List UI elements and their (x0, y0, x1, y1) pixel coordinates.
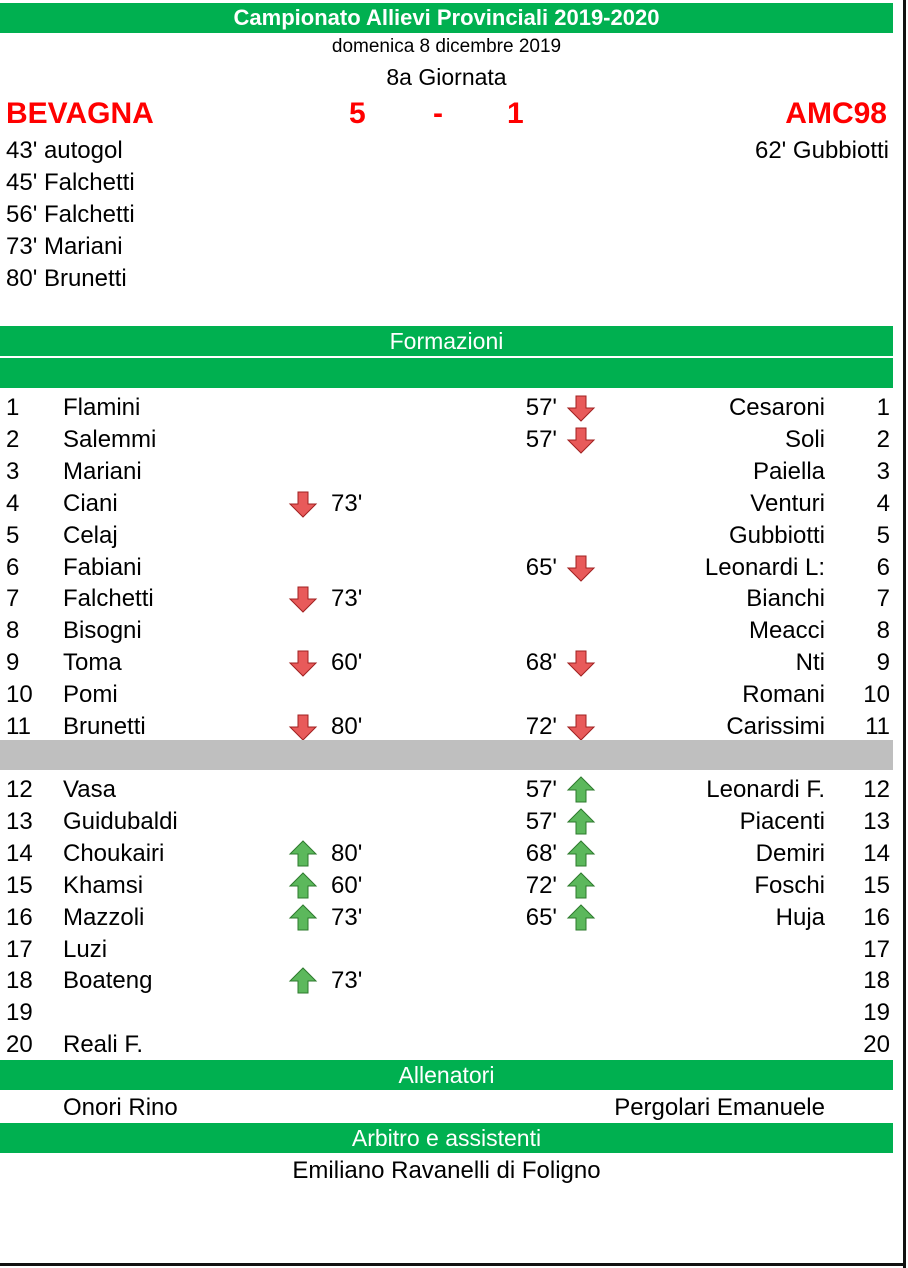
bench-divider (0, 740, 893, 770)
away-sub-minute: 57' (525, 394, 557, 421)
away-player-number: 19 (863, 999, 890, 1027)
home-player-number: 16 (6, 903, 33, 931)
away-sub-minute: 72' (525, 871, 557, 899)
home-player-name: Vasa (63, 776, 116, 803)
away-player-name: Leonardi F. (706, 776, 825, 803)
home-sub-minute: 80' (331, 839, 363, 867)
away-player-name: Paiella (752, 457, 825, 485)
away-player-number: 15 (863, 871, 890, 899)
away-player-number: 2 (876, 425, 890, 453)
away-player-number: 5 (876, 521, 890, 549)
away-player-name: Leonardi L: (704, 553, 825, 581)
home-player-name: Luzi (63, 935, 108, 963)
away-player-number: 11 (865, 713, 890, 740)
down-arrow-icon (288, 649, 318, 677)
home-scorer: 43' autogol (6, 137, 123, 164)
home-coach: Onori Rino (63, 1094, 178, 1121)
page-border-bottom (0, 1263, 906, 1266)
score-separator: - (433, 97, 443, 130)
home-player-name: Mariani (63, 457, 142, 485)
away-player-number: 16 (863, 903, 890, 931)
home-player-number: 3 (6, 457, 20, 485)
away-player-name: Bianchi (746, 585, 825, 613)
away-player-number: 8 (876, 617, 890, 645)
away-sub-minute: 72' (525, 713, 557, 740)
home-score: 5 (349, 97, 366, 130)
home-sub-minute: 73' (331, 967, 363, 995)
home-player-name: Boateng (63, 967, 153, 995)
lineup-row (0, 552, 893, 584)
home-player-name: Fabiani (63, 553, 142, 581)
home-player-number: 11 (6, 713, 31, 740)
lineups-subheader (0, 358, 893, 388)
home-player-number: 2 (6, 425, 20, 453)
lineup-row (0, 520, 893, 552)
lineup-row (0, 806, 893, 838)
away-player-name: Huja (775, 903, 825, 931)
home-player-number: 9 (6, 649, 20, 677)
home-player-name: Celaj (63, 521, 118, 549)
away-player-number: 14 (863, 839, 890, 867)
home-sub-minute: 60' (331, 871, 363, 899)
coaches-header: Allenatori (0, 1060, 893, 1090)
away-player-number: 6 (876, 553, 890, 581)
away-coach: Pergolari Emanuele (614, 1094, 825, 1121)
away-player-number: 20 (863, 1031, 890, 1059)
away-player-number: 17 (863, 935, 890, 963)
away-player-number: 1 (876, 394, 890, 421)
home-scorer: 73' Mariani (6, 233, 123, 260)
championship-title: Campionato Allievi Provinciali 2019-2020 (0, 3, 893, 33)
home-sub-minute: 80' (331, 713, 363, 740)
home-player-number: 19 (6, 999, 33, 1027)
away-sub-minute: 68' (525, 839, 557, 867)
lineup-row (0, 965, 893, 997)
down-arrow-icon (566, 554, 596, 582)
away-player-number: 3 (876, 457, 890, 485)
home-player-name: Flamini (63, 394, 141, 421)
away-player-name: Soli (784, 425, 825, 453)
home-player-name: Salemmi (63, 425, 157, 453)
away-player-number: 12 (863, 776, 890, 803)
down-arrow-icon (566, 649, 596, 677)
up-arrow-icon (566, 904, 596, 932)
lineup-row (0, 679, 893, 711)
away-player-name: Venturi (750, 489, 825, 517)
home-player-number: 10 (6, 681, 33, 709)
home-player-number: 15 (6, 871, 33, 899)
lineup-row (0, 615, 893, 647)
lineup-row (0, 424, 893, 456)
home-player-name: Guidubaldi (63, 807, 178, 835)
home-sub-minute: 73' (331, 903, 363, 931)
away-score: 1 (507, 97, 524, 130)
away-player-name: Piacenti (739, 807, 825, 835)
lineup-row (0, 583, 893, 615)
home-scorer: 56' Falchetti (6, 201, 135, 228)
home-player-number: 1 (6, 394, 20, 421)
lineup-row (0, 392, 893, 424)
away-sub-minute: 68' (525, 649, 557, 677)
down-arrow-icon (288, 490, 318, 518)
lineups-header: Formazioni (0, 326, 893, 356)
away-sub-minute: 65' (525, 553, 557, 581)
up-arrow-icon (566, 776, 596, 804)
away-player-name: Cesaroni (728, 394, 825, 421)
down-arrow-icon (566, 713, 596, 741)
down-arrow-icon (288, 585, 318, 613)
home-player-name: Brunetti (63, 713, 146, 740)
home-player-number: 20 (6, 1031, 33, 1059)
referee-header: Arbitro e assistenti (0, 1123, 893, 1153)
home-player-name: Pomi (63, 681, 118, 709)
home-player-number: 14 (6, 839, 33, 867)
lineup-row (0, 934, 893, 966)
referee-name: Emiliano Ravanelli di Foligno (292, 1157, 601, 1184)
lineup-row (0, 711, 893, 743)
home-sub-minute: 73' (331, 585, 363, 613)
away-sub-minute: 65' (525, 903, 557, 931)
home-sub-minute: 60' (331, 649, 363, 677)
lineup-row (0, 647, 893, 679)
home-player-number: 5 (6, 521, 20, 549)
home-player-name: Reali F. (63, 1031, 144, 1059)
up-arrow-icon (566, 872, 596, 900)
away-team-name: AMC98 (785, 97, 887, 130)
lineup-row (0, 774, 893, 806)
home-player-name: Choukairi (63, 839, 165, 867)
up-arrow-icon (566, 808, 596, 836)
lineup-row (0, 1029, 893, 1061)
lineup-row (0, 838, 893, 870)
lineup-row (0, 870, 893, 902)
home-player-name: Bisogni (63, 617, 142, 645)
away-player-number: 13 (863, 807, 890, 835)
away-sub-minute: 57' (525, 776, 557, 803)
lineup-row (0, 456, 893, 488)
home-player-number: 7 (6, 585, 20, 613)
home-player-number: 12 (6, 776, 33, 803)
down-arrow-icon (566, 426, 596, 454)
home-sub-minute: 73' (331, 489, 363, 517)
lineup-row (0, 997, 893, 1029)
home-scorer: 45' Falchetti (6, 169, 135, 196)
away-player-number: 18 (863, 967, 890, 995)
away-player-name: Meacci (748, 617, 825, 645)
home-player-number: 17 (6, 935, 33, 963)
home-player-name: Ciani (63, 489, 118, 517)
away-player-name: Carissimi (726, 713, 825, 740)
down-arrow-icon (566, 394, 596, 422)
home-player-number: 6 (6, 553, 20, 581)
home-player-name: Falchetti (63, 585, 154, 613)
up-arrow-icon (288, 904, 318, 932)
down-arrow-icon (288, 713, 318, 741)
up-arrow-icon (288, 872, 318, 900)
away-sub-minute: 57' (525, 425, 557, 453)
home-player-number: 13 (6, 807, 33, 835)
home-player-name: Mazzoli (63, 903, 145, 931)
home-scorer: 80' Brunetti (6, 265, 127, 292)
home-player-number: 4 (6, 489, 20, 517)
away-player-number: 7 (876, 585, 890, 613)
away-player-name: Romani (742, 681, 825, 709)
away-player-name: Nti (795, 649, 825, 677)
away-player-name: Gubbiotti (728, 521, 825, 549)
home-team-name: BEVAGNA (6, 97, 154, 130)
home-player-name: Khamsi (63, 871, 144, 899)
away-player-number: 10 (863, 681, 890, 709)
up-arrow-icon (288, 840, 318, 868)
away-sub-minute: 57' (525, 807, 557, 835)
match-date: domenica 8 dicembre 2019 (331, 36, 562, 57)
away-player-name: Foschi (754, 871, 825, 899)
lineup-row (0, 488, 893, 520)
away-player-number: 4 (876, 489, 890, 517)
page-border-right (903, 0, 906, 1268)
up-arrow-icon (566, 840, 596, 868)
away-player-number: 9 (876, 649, 890, 677)
away-player-name: Demiri (755, 839, 825, 867)
away-scorer: 62' Gubbiotti (754, 137, 889, 164)
round-label: 8a Giornata (386, 64, 507, 90)
lineup-row (0, 902, 893, 934)
home-player-number: 8 (6, 617, 20, 645)
up-arrow-icon (288, 967, 318, 995)
home-player-name: Toma (63, 649, 122, 677)
home-player-number: 18 (6, 967, 33, 995)
